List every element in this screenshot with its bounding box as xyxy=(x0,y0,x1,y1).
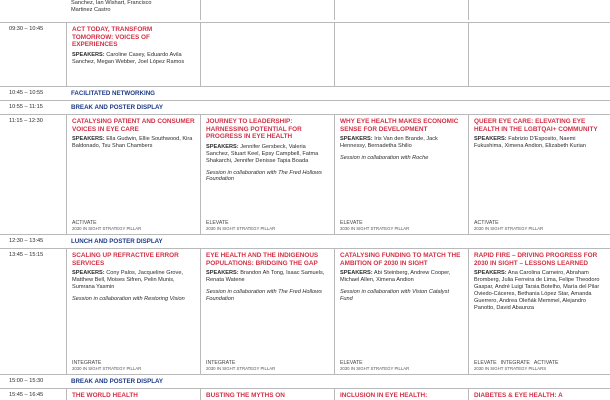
top-fragment xyxy=(66,0,200,14)
strategy-pillar: ELEVATE 2030 IN SIGHT STRATEGY PILLAR xyxy=(206,220,276,231)
session-title: QUEER EYE CARE: ELEVATING EYE HEALTH IN THE LGBTQAI+ COMMUNITY xyxy=(474,118,598,133)
strategy-pillar: ACTIVATE 2030 IN SIGHT STRATEGY PILLAR xyxy=(72,220,142,231)
schedule-row-1045 xyxy=(0,86,610,100)
strategy-pillar: INTEGRATE 2030 IN SIGHT STRATEGY PILLAR xyxy=(206,360,276,371)
session-cell xyxy=(200,249,334,374)
empty-cell xyxy=(200,0,334,20)
time-label: 09:30 – 10:45 xyxy=(9,26,44,32)
strategy-pillar: ELEVATE INTEGRATE ACTIVATE 2030 IN SIGHT STRATEGY PILLARS xyxy=(474,360,559,371)
time-label: 15:45 – 16:45 xyxy=(9,392,44,398)
session-cell xyxy=(334,115,468,234)
session-title: RAPID FIRE – DRIVING PROGRESS FOR 2030 IN SIGHT – LESSONS LEARNED xyxy=(474,252,598,267)
strategy-pillar: ELEVATE 2030 IN SIGHT STRATEGY PILLAR xyxy=(340,360,410,371)
session-title: CATALYSING PATIENT AND CONSUMER VOICES IN EYE CARE xyxy=(72,118,195,133)
session-speakers: SPEAKERS: Fabrizio D'Esposito, Naemi Fukushima, Ximena Andion, Elizabeth Kurian xyxy=(474,136,586,150)
speakers-fragment-line2: Martinez Castro xyxy=(71,6,111,13)
session-title: JOURNEY TO LEADERSHIP: HARNESSING POTENTIAL FOR PROGRESS IN EYE HEALTH xyxy=(206,118,302,141)
session-speakers: SPEAKERS: Iris Van den Brande, Jack Hennessy, Bernadetha Shilio xyxy=(340,136,438,150)
speakers-fragment-line1: Sanchez, Ian Wishart, Francisco xyxy=(71,0,152,6)
empty-cell xyxy=(200,23,334,86)
session-title: CATALYSING FUNDING TO MATCH THE AMBITION OF 2030 IN SIGHT xyxy=(340,252,461,267)
session-collaboration: Session in collaboration with Vision Catalyst Fund xyxy=(340,289,450,302)
session-speakers: SPEAKERS: Ana Carolina Carneiro, Abraham Bromberg, Julia Ferreira de Lima, Felipe Theodoro Gaspar, André Luigi Tarsia Botelho, María del Pilar Oviedo-Cáceres, Bethania López Star, Amanda Guerrero, Andrea Oleňák Memmel, Alejandro Panotto, David Abaunza xyxy=(474,270,600,311)
session-cell xyxy=(66,115,200,234)
strategy-pillar: INTEGRATE 2030 IN SIGHT STRATEGY PILLAR xyxy=(72,360,142,371)
time-label: 12:30 – 13:45 xyxy=(9,238,44,244)
session-title: INCLUSION IN EYE HEALTH: xyxy=(340,392,428,399)
session-title: THE WORLD HEALTH xyxy=(72,392,138,399)
time-label: 13:45 – 15:15 xyxy=(9,252,44,258)
empty-cell xyxy=(334,0,468,20)
strategy-pillar: ELEVATE 2030 IN SIGHT STRATEGY PILLAR xyxy=(340,220,410,231)
session-collaboration: Session in collaboration with Restoring Vision xyxy=(72,295,185,302)
session-cell xyxy=(468,115,610,234)
schedule-row-1055 xyxy=(0,100,610,114)
session-cell xyxy=(200,389,334,400)
session-title: ACT TODAY, TRANSFORM TOMORROW: VOICES OF EXPERIENCES xyxy=(72,26,153,49)
session-title: SCALING UP REFRACTIVE ERROR SERVICES xyxy=(72,252,179,267)
session-title: EYE HEALTH AND THE INDIGENOUS POPULATIONS: BRIDGING THE GAP xyxy=(206,252,319,267)
facilitated-networking-label: FACILITATED NETWORKING xyxy=(71,90,155,97)
empty-cell xyxy=(468,23,610,86)
session-speakers: SPEAKERS: Jennifer Gersbeck, Valeria Sanchez, Stuart Keel, Epsy Campbell, Fatma Shakarchi, Jennifer Denisse Tapia Boada xyxy=(206,143,319,164)
session-title: BUSTING THE MYTHS ON xyxy=(206,392,285,399)
session-speakers: SPEAKERS: Abi Steinberg, Andrew Cooper, Michael Allen, Ximena Andion xyxy=(340,270,451,284)
session-cell xyxy=(66,249,200,374)
session-speakers: SPEAKERS: Ella Gudwin, Ellie Southwood, Kira Baldonado, Tsu Shan Chambers xyxy=(72,136,193,150)
time-label: 10:55 – 11:15 xyxy=(9,104,43,110)
session-cell xyxy=(66,389,200,400)
time-label: 15:00 – 15:30 xyxy=(9,378,44,384)
session-cell xyxy=(200,115,334,234)
session-cell xyxy=(66,23,200,86)
session-collaboration: Session in collaboration with The Fred Hollows Foundation xyxy=(206,169,322,183)
schedule-row-1230 xyxy=(0,234,610,248)
time-label: 11:15 – 12:30 xyxy=(9,118,43,124)
schedule-row-1500 xyxy=(0,374,610,388)
session-title: WHY EYE HEALTH MAKES ECONOMIC SENSE FOR DEVELOPMENT xyxy=(340,118,459,133)
session-title: DIABETES & EYE HEALTH: A xyxy=(474,392,563,399)
session-cell xyxy=(334,249,468,374)
empty-cell xyxy=(468,0,610,20)
session-cell xyxy=(468,249,610,374)
lunch-label: LUNCH AND POSTER DISPLAY xyxy=(71,238,163,245)
empty-cell xyxy=(334,23,468,86)
session-speakers: SPEAKERS: Caroline Casey, Eduardo Avila Sanchez, Megan Webber, Joel López Ramos xyxy=(72,51,185,65)
break-label: BREAK AND POSTER DISPLAY xyxy=(71,378,164,385)
session-collaboration: Session in collaboration with The Fred Hollows Foundation xyxy=(206,289,322,302)
schedule-row-1345 xyxy=(0,248,610,374)
time-label: 10:45 – 10:55 xyxy=(9,90,44,96)
session-cell xyxy=(334,389,468,400)
session-cell xyxy=(468,389,610,400)
schedule-row-1545 xyxy=(0,388,610,400)
session-collaboration: Session in collaboration with Roche xyxy=(340,155,429,161)
schedule-row-1115 xyxy=(0,114,610,234)
session-speakers: SPEAKERS: Brandon Ah Tong, Isaac Samuels, Renata Watene xyxy=(206,270,325,284)
strategy-pillar: ACTIVATE 2030 IN SIGHT STRATEGY PILLAR xyxy=(474,220,544,231)
schedule-row-0930 xyxy=(0,22,610,86)
break-label: BREAK AND POSTER DISPLAY xyxy=(71,104,164,111)
session-speakers: SPEAKERS: Cony Palos, Jacqueline Grove, Matthew Bell, Moises Sifren, Pelin Munis, Sumrana Yasmin xyxy=(72,270,184,290)
